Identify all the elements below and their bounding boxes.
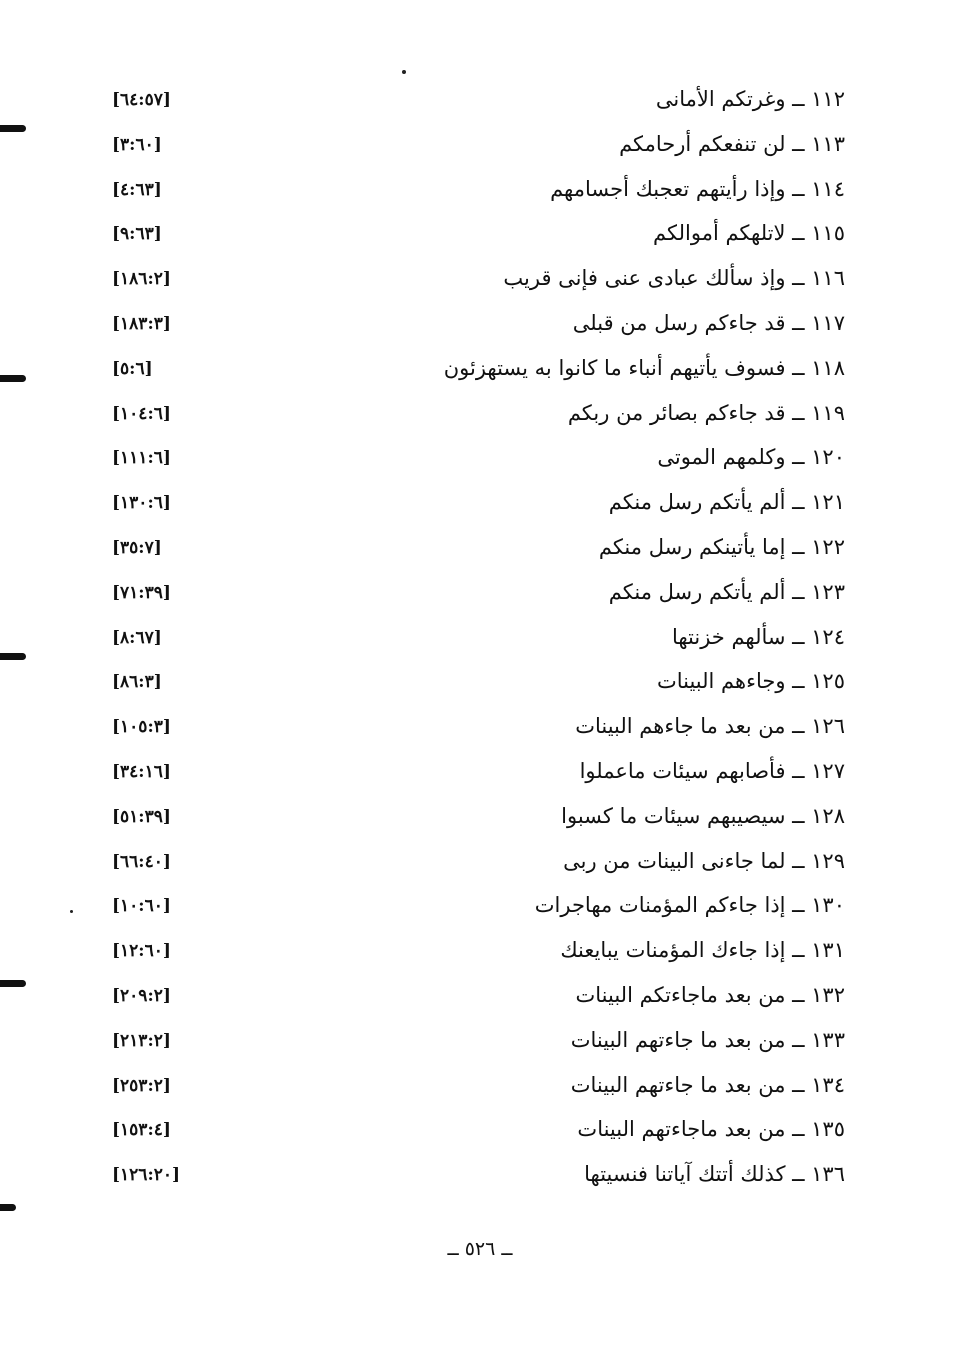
entry-reference: [٥:٦]	[112, 358, 153, 379]
entry-reference: [٢٠٩:٢]	[112, 985, 171, 1006]
list-item	[100, 974, 845, 1019]
binding-mark	[0, 980, 26, 987]
entry-reference: [٣:٦٠]	[112, 134, 162, 155]
entry-phrase: ١٣١ ــ إذا جاءك المؤمنات يبايعنك	[560, 938, 845, 963]
page-number: ــ ٥٢٦ ــ	[447, 1238, 513, 1260]
entry-reference: [٣٤:١٦]	[112, 761, 171, 782]
list-item	[100, 347, 845, 392]
entry-reference: [١٢:٦٠]	[112, 941, 171, 962]
binding-mark	[0, 653, 26, 660]
list-item	[100, 884, 845, 929]
entry-phrase: ١٢٥ ــ وجاءهم البينات	[656, 669, 845, 694]
list-item	[100, 392, 845, 437]
entry-phrase: ١٣٣ ــ من بعد ما جاءتهم البينات	[570, 1027, 845, 1052]
list-item	[100, 616, 845, 661]
entry-reference: [٤:٦٣]	[112, 179, 162, 200]
list-item	[100, 795, 845, 840]
entry-reference: [١٢٦:٢٠]	[112, 1165, 181, 1186]
entry-reference: [١٠:٦٠]	[112, 896, 171, 917]
list-item	[100, 750, 845, 795]
entry-phrase: ١٢٠ ــ وكلمهم الموتى	[657, 445, 845, 470]
entry-reference: [١٠٤:٦]	[112, 403, 171, 424]
list-item	[100, 929, 845, 974]
entry-phrase: ١٣٢ ــ من بعد ماجاءتكم البينات	[575, 982, 845, 1007]
speck	[402, 70, 406, 74]
entry-reference: [٢٥٣:٢]	[112, 1075, 171, 1096]
entry-reference: [١٣٠:٦]	[112, 493, 171, 514]
binding-mark	[0, 125, 26, 132]
list-item	[100, 840, 845, 885]
entry-reference: [٥١:٣٩]	[112, 806, 171, 827]
list-item	[100, 705, 845, 750]
list-item	[100, 212, 845, 257]
list-item	[100, 660, 845, 705]
entry-reference: [٧١:٣٩]	[112, 582, 171, 603]
entry-phrase: ١١٨ ــ فسوف يأتيهم أنباء ما كانوا به يستهزئون	[443, 355, 845, 380]
entry-reference: [١٨٦:٢]	[112, 269, 171, 290]
list-item	[100, 302, 845, 347]
list-item	[100, 168, 845, 213]
list-item	[100, 1019, 845, 1064]
entry-reference: [١٠٥:٣]	[112, 717, 171, 738]
entry-reference: [٣٥:٧]	[112, 537, 162, 558]
list-item	[100, 123, 845, 168]
entry-reference: [٦٦:٤٠]	[112, 851, 171, 872]
entry-phrase: ١٢٣ ــ ألم يأتكم رسل منكم	[608, 579, 845, 604]
entry-reference: [٦٤:٥٧]	[112, 90, 171, 110]
entry-phrase: ١٢١ ــ ألم يأتكم رسل منكم	[608, 490, 845, 515]
list-item	[100, 526, 845, 571]
entry-phrase: ١١٧ ــ قد جاءكم رسل من قبلى	[572, 310, 845, 335]
list-item	[100, 1153, 845, 1198]
list-item	[100, 481, 845, 526]
list-item	[100, 436, 845, 481]
entry-phrase: ١١٢ ــ وغرتكم الأمانى	[655, 87, 845, 111]
entry-phrase: ١٢٦ ــ من بعد ما جاءهم البينات	[575, 714, 845, 739]
list-item	[100, 1064, 845, 1109]
binding-mark	[0, 1204, 16, 1211]
entry-phrase: ١٢٧ ــ فأصابهم سيئات ماعملوا	[579, 758, 845, 783]
list-item	[100, 78, 845, 123]
speck	[70, 910, 73, 913]
entry-reference: [٨:٦٧]	[112, 627, 162, 648]
entry-reference: [٩:٦٣]	[112, 224, 162, 245]
binding-mark	[0, 375, 26, 382]
entry-phrase: ١١٦ ــ وإذ سألك عبادى عنى فإنى قريب	[503, 266, 845, 291]
entry-reference: [١٥٣:٤]	[112, 1120, 171, 1141]
entry-reference: [٢١٣:٢]	[112, 1030, 171, 1051]
entry-phrase: ١٢٤ ــ سألهم خزنتها	[671, 624, 845, 649]
list-item	[100, 257, 845, 302]
entry-phrase: ١٣٠ ــ إذا جاءكم المؤمنات مهاجرات	[534, 893, 845, 918]
entry-list	[100, 78, 845, 1198]
entry-phrase: ١١٣ ــ لن تنفعكم أرحامكم	[619, 131, 845, 156]
entry-phrase: ١١٤ ــ وإذا رأيتهم تعجبك أجسامهم	[550, 176, 845, 201]
entry-phrase: ١٢٨ ــ سيصيبهم سيئات ما كسبوا	[561, 803, 845, 828]
entry-phrase: ١١٩ ــ قد جاءكم بصائر من ربكم	[567, 400, 845, 425]
entry-reference: [٨٦:٣]	[112, 672, 162, 693]
entry-phrase: ١٣٥ ــ من بعد ماجاءتهم البينات	[577, 1117, 845, 1142]
entry-phrase: ١٢٩ ــ لما جاءنى البينات من ربى	[563, 848, 845, 873]
entry-phrase: ١٣٤ ــ من بعد ما جاءتهم البينات	[570, 1072, 845, 1097]
entry-phrase: ١١٥ ــ لاتلهكم أموالكم	[653, 221, 845, 246]
list-item	[100, 1108, 845, 1153]
list-item	[100, 571, 845, 616]
entry-phrase: ١٣٦ ــ كذلك أتتك آياتنا فنسيتها	[584, 1162, 845, 1187]
entry-phrase: ١٢٢ ــ إما يأتينكم رسل منكم	[598, 534, 845, 559]
entry-reference: [١٨٣:٣]	[112, 313, 171, 334]
entry-reference: [١١١:٦]	[112, 448, 171, 469]
